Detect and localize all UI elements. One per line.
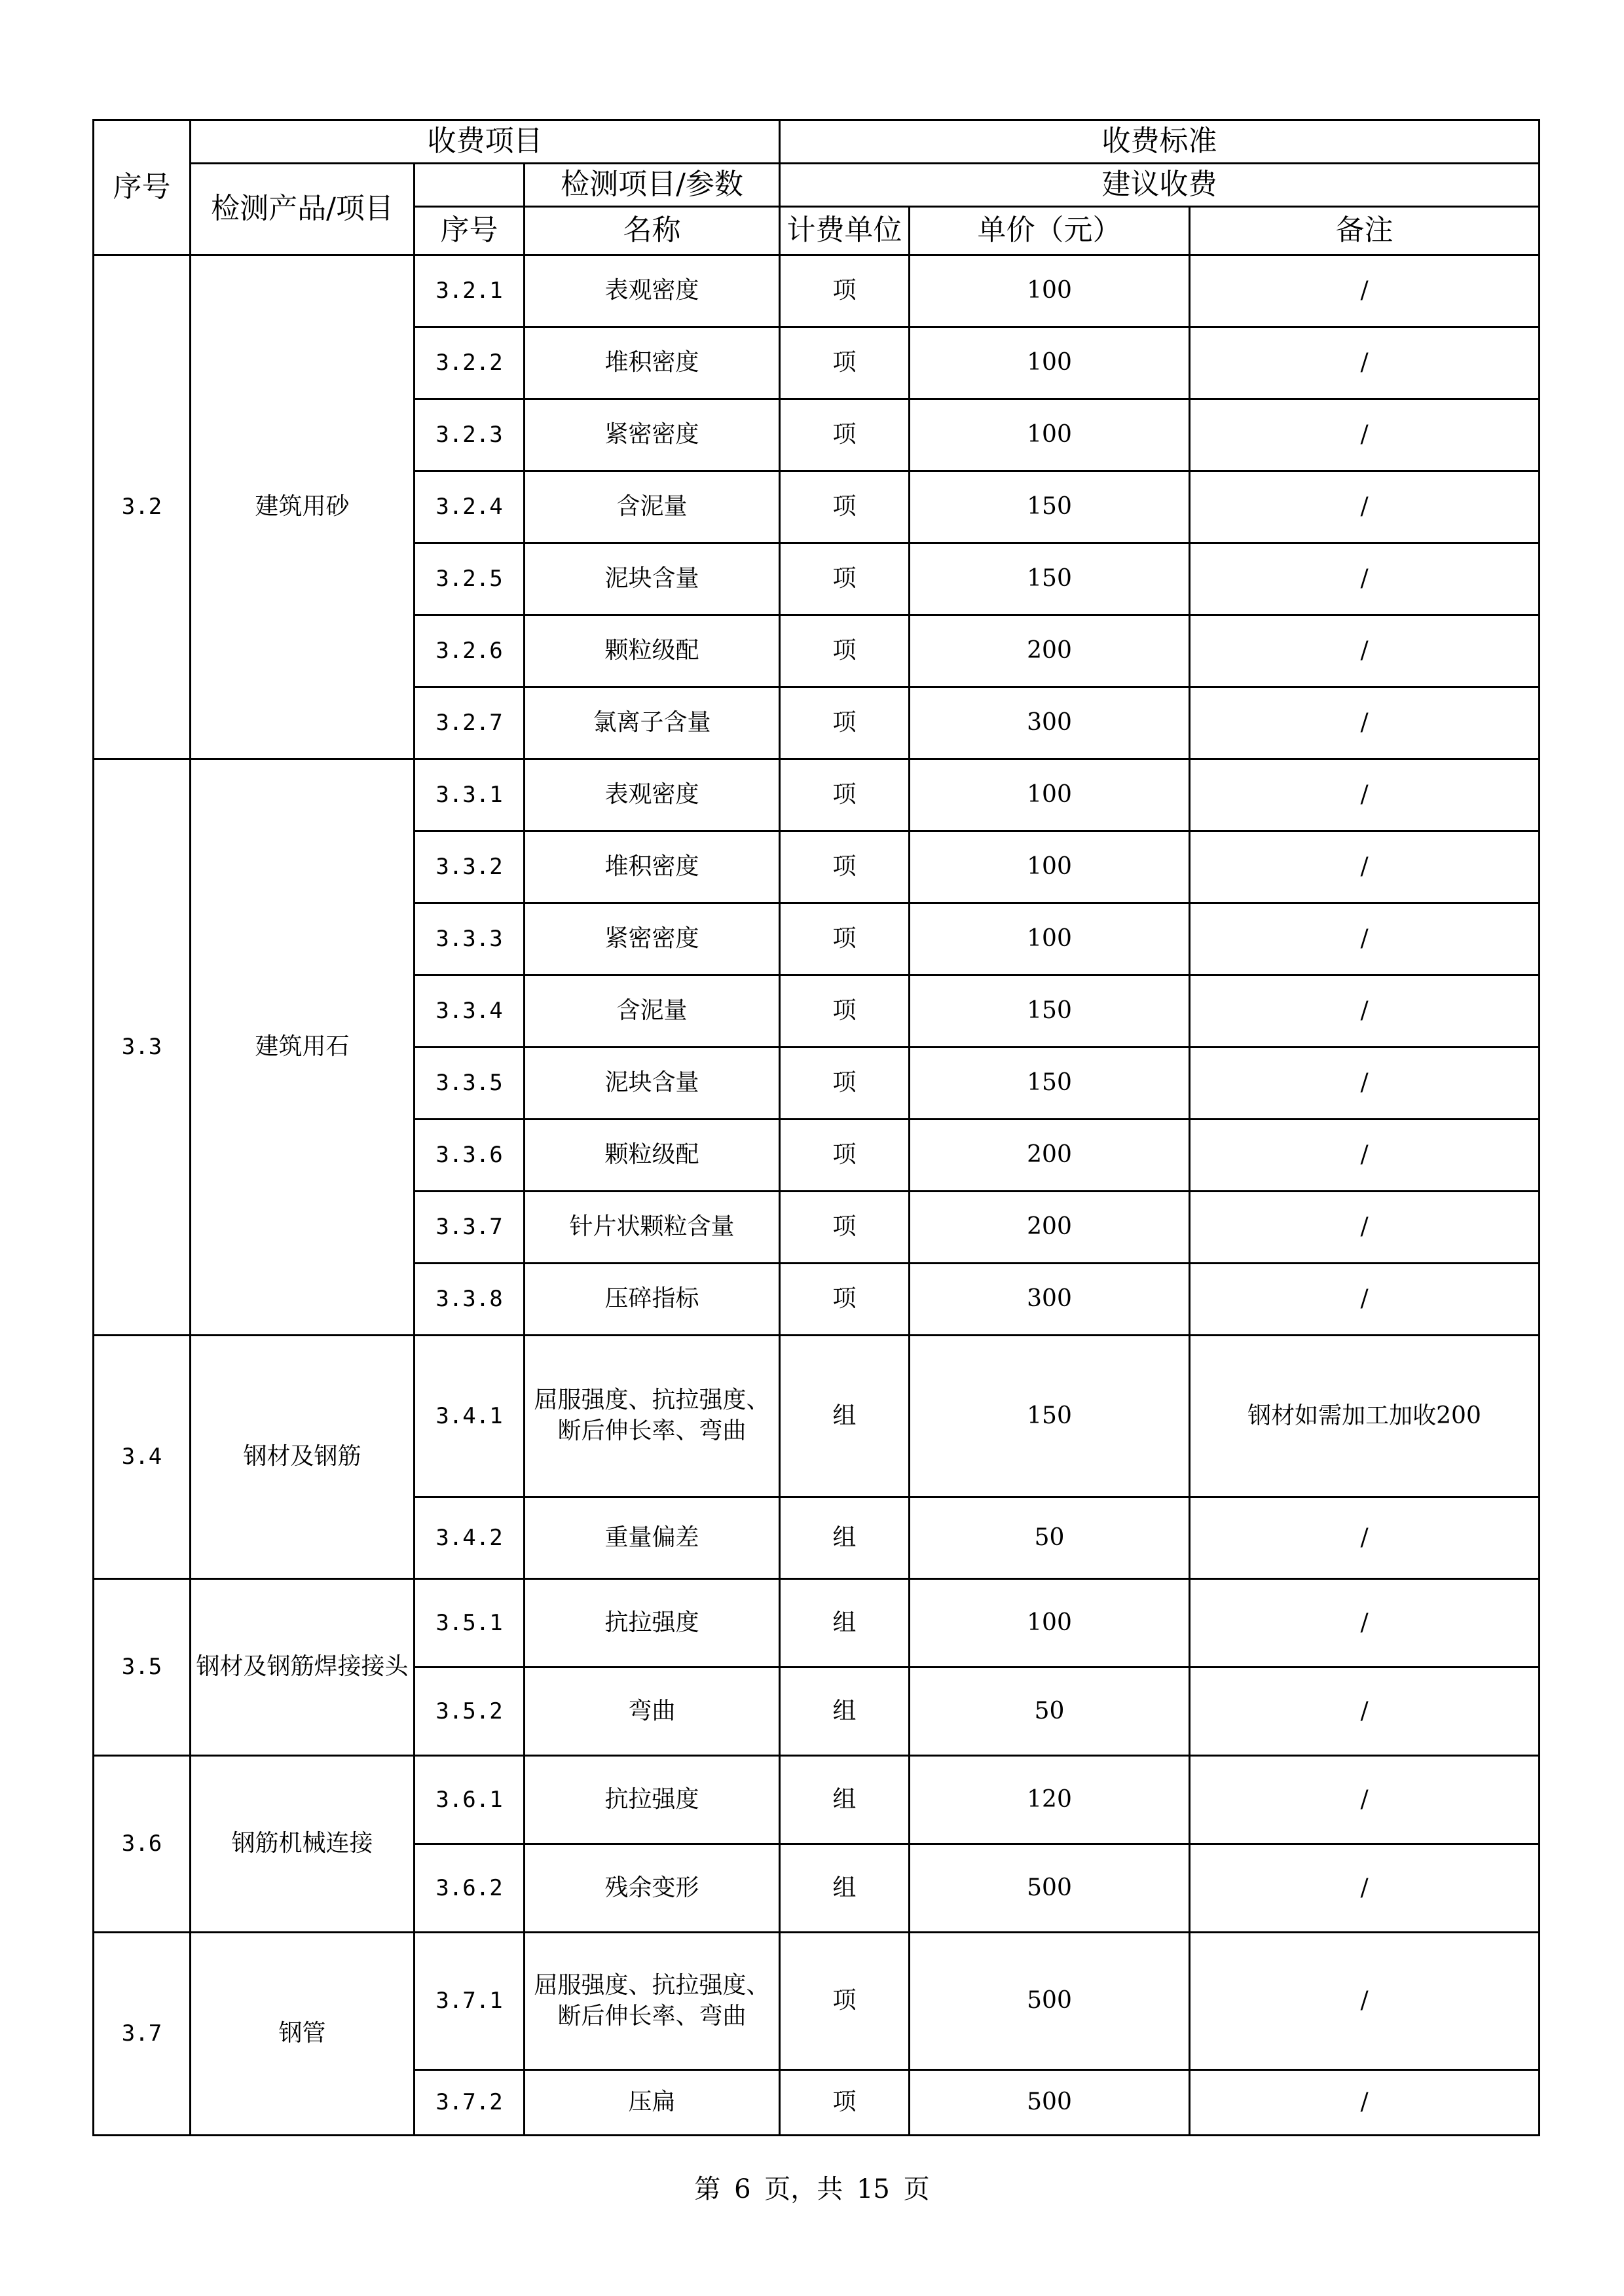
table-row xyxy=(94,1579,1540,1667)
item-remark: / xyxy=(1190,759,1540,831)
item-no: 3.6.2 xyxy=(415,1844,525,1933)
group-product: 钢材及钢筋焊接接头 xyxy=(191,1579,415,1756)
header-price: 单价（元） xyxy=(910,207,1190,255)
item-name: 弯曲 xyxy=(525,1667,780,1756)
group-seq: 3.7 xyxy=(94,1933,191,2136)
group-seq: 3.4 xyxy=(94,1336,191,1579)
item-no: 3.2.7 xyxy=(415,687,525,759)
item-unit: 项 xyxy=(780,399,910,471)
item-unit: 组 xyxy=(780,1497,910,1579)
item-name: 压碎指标 xyxy=(525,1264,780,1336)
item-price: 100 xyxy=(910,903,1190,975)
item-no: 3.3.8 xyxy=(415,1264,525,1336)
item-no: 3.2.3 xyxy=(415,399,525,471)
item-unit: 项 xyxy=(780,1264,910,1336)
item-no: 3.2.2 xyxy=(415,327,525,399)
item-name: 抗拉强度 xyxy=(525,1756,780,1844)
item-name: 颗粒级配 xyxy=(525,615,780,687)
group-product: 钢筋机械连接 xyxy=(191,1756,415,1933)
item-remark: / xyxy=(1190,1933,1540,2070)
item-price: 500 xyxy=(910,1933,1190,2070)
item-price: 200 xyxy=(910,1192,1190,1264)
table-row xyxy=(94,1336,1540,1497)
item-remark: / xyxy=(1190,399,1540,471)
item-unit: 组 xyxy=(780,1336,910,1497)
item-price: 100 xyxy=(910,255,1190,327)
item-remark: / xyxy=(1190,1667,1540,1756)
table-row xyxy=(94,255,1540,327)
item-unit: 项 xyxy=(780,687,910,759)
header-charge-standard: 收费标准 xyxy=(780,120,1540,164)
item-price: 150 xyxy=(910,1048,1190,1120)
item-price: 150 xyxy=(910,975,1190,1048)
item-name: 压扁 xyxy=(525,2070,780,2136)
item-name: 重量偏差 xyxy=(525,1497,780,1579)
item-no: 3.3.4 xyxy=(415,975,525,1048)
item-price: 100 xyxy=(910,1579,1190,1667)
header-seq: 序号 xyxy=(94,120,191,255)
header-suggested-fee: 建议收费 xyxy=(780,164,1540,207)
item-no: 3.5.2 xyxy=(415,1667,525,1756)
item-name: 泥块含量 xyxy=(525,1048,780,1120)
page-footer xyxy=(0,2168,1624,2206)
item-no: 3.7.2 xyxy=(415,2070,525,2136)
item-remark: / xyxy=(1190,1048,1540,1120)
item-price: 100 xyxy=(910,759,1190,831)
group-seq: 3.2 xyxy=(94,255,191,759)
item-unit: 组 xyxy=(780,1579,910,1667)
item-remark: / xyxy=(1190,1120,1540,1192)
item-name: 针片状颗粒含量 xyxy=(525,1192,780,1264)
item-remark: / xyxy=(1190,543,1540,615)
item-remark: / xyxy=(1190,615,1540,687)
fee-table xyxy=(92,119,1540,2136)
item-name: 抗拉强度 xyxy=(525,1579,780,1667)
header-unit: 计费单位 xyxy=(780,207,910,255)
header-sub-seq: 序号 xyxy=(415,207,525,255)
group-product: 建筑用石 xyxy=(191,759,415,1336)
page-total: 15 xyxy=(856,2174,890,2204)
item-price: 100 xyxy=(910,399,1190,471)
group-seq: 3.3 xyxy=(94,759,191,1336)
item-price: 100 xyxy=(910,831,1190,903)
item-price: 300 xyxy=(910,1264,1190,1336)
item-no: 3.3.7 xyxy=(415,1192,525,1264)
item-price: 150 xyxy=(910,471,1190,543)
item-price: 150 xyxy=(910,1336,1190,1497)
item-no: 3.2.5 xyxy=(415,543,525,615)
table-row xyxy=(94,759,1540,831)
item-price: 300 xyxy=(910,687,1190,759)
item-name: 表观密度 xyxy=(525,759,780,831)
item-no: 3.2.4 xyxy=(415,471,525,543)
item-unit: 项 xyxy=(780,831,910,903)
header-product: 检测产品/项目 xyxy=(191,164,415,255)
item-no: 3.3.1 xyxy=(415,759,525,831)
item-name: 屈服强度、抗拉强度、断后伸长率、弯曲 xyxy=(525,1336,780,1497)
item-unit: 组 xyxy=(780,1844,910,1933)
item-price: 50 xyxy=(910,1497,1190,1579)
item-remark: / xyxy=(1190,903,1540,975)
item-unit: 项 xyxy=(780,1933,910,2070)
item-unit: 项 xyxy=(780,327,910,399)
item-unit: 项 xyxy=(780,2070,910,2136)
header-item-param: 检测项目/参数 xyxy=(525,164,780,207)
item-name: 氯离子含量 xyxy=(525,687,780,759)
item-no: 3.5.1 xyxy=(415,1579,525,1667)
item-name: 含泥量 xyxy=(525,975,780,1048)
group-seq: 3.5 xyxy=(94,1579,191,1756)
item-price: 120 xyxy=(910,1756,1190,1844)
group-product: 钢管 xyxy=(191,1933,415,2136)
item-no: 3.6.1 xyxy=(415,1756,525,1844)
item-no: 3.3.6 xyxy=(415,1120,525,1192)
item-remark: / xyxy=(1190,975,1540,1048)
item-remark: / xyxy=(1190,1264,1540,1336)
item-price: 150 xyxy=(910,543,1190,615)
item-name: 残余变形 xyxy=(525,1844,780,1933)
page-mid: 页，共 xyxy=(764,2174,843,2204)
item-price: 500 xyxy=(910,2070,1190,2136)
item-unit: 项 xyxy=(780,903,910,975)
group-seq: 3.6 xyxy=(94,1756,191,1933)
item-name: 颗粒级配 xyxy=(525,1120,780,1192)
item-unit: 组 xyxy=(780,1756,910,1844)
item-price: 100 xyxy=(910,327,1190,399)
item-remark: / xyxy=(1190,471,1540,543)
item-unit: 项 xyxy=(780,471,910,543)
item-name: 紧密密度 xyxy=(525,903,780,975)
item-name: 堆积密度 xyxy=(525,327,780,399)
item-remark: 钢材如需加工加收200 xyxy=(1190,1336,1540,1497)
item-unit: 项 xyxy=(780,255,910,327)
item-name: 泥块含量 xyxy=(525,543,780,615)
item-remark: / xyxy=(1190,687,1540,759)
item-unit: 项 xyxy=(780,543,910,615)
item-no: 3.4.2 xyxy=(415,1497,525,1579)
item-name: 屈服强度、抗拉强度、断后伸长率、弯曲 xyxy=(525,1933,780,2070)
page-prefix: 第 xyxy=(694,2174,721,2204)
item-unit: 项 xyxy=(780,615,910,687)
item-name: 堆积密度 xyxy=(525,831,780,903)
item-unit: 项 xyxy=(780,1048,910,1120)
item-unit: 项 xyxy=(780,1120,910,1192)
item-remark: / xyxy=(1190,1579,1540,1667)
item-name: 紧密密度 xyxy=(525,399,780,471)
table-row xyxy=(94,1933,1540,2070)
item-unit: 组 xyxy=(780,1667,910,1756)
header-name: 名称 xyxy=(525,207,780,255)
item-remark: / xyxy=(1190,2070,1540,2136)
item-no: 3.3.5 xyxy=(415,1048,525,1120)
item-remark: / xyxy=(1190,327,1540,399)
item-remark: / xyxy=(1190,1756,1540,1844)
item-no: 3.3.2 xyxy=(415,831,525,903)
item-no: 3.2.1 xyxy=(415,255,525,327)
item-remark: / xyxy=(1190,255,1540,327)
group-product: 建筑用砂 xyxy=(191,255,415,759)
header-charge-items: 收费项目 xyxy=(191,120,780,164)
item-no: 3.3.3 xyxy=(415,903,525,975)
item-remark: / xyxy=(1190,1497,1540,1579)
item-remark: / xyxy=(1190,831,1540,903)
item-no: 3.2.6 xyxy=(415,615,525,687)
item-name: 表观密度 xyxy=(525,255,780,327)
item-no: 3.4.1 xyxy=(415,1336,525,1497)
item-no: 3.7.1 xyxy=(415,1933,525,2070)
item-remark: / xyxy=(1190,1844,1540,1933)
header-empty-cell xyxy=(415,164,525,207)
item-price: 50 xyxy=(910,1667,1190,1756)
header-remark: 备注 xyxy=(1190,207,1540,255)
item-price: 200 xyxy=(910,1120,1190,1192)
table-row xyxy=(94,1756,1540,1844)
item-unit: 项 xyxy=(780,975,910,1048)
item-remark: / xyxy=(1190,1192,1540,1264)
item-name: 含泥量 xyxy=(525,471,780,543)
page-current: 6 xyxy=(734,2174,751,2204)
page-suffix: 页 xyxy=(903,2174,930,2204)
item-price: 500 xyxy=(910,1844,1190,1933)
item-unit: 项 xyxy=(780,1192,910,1264)
item-price: 200 xyxy=(910,615,1190,687)
group-product: 钢材及钢筋 xyxy=(191,1336,415,1579)
item-unit: 项 xyxy=(780,759,910,831)
